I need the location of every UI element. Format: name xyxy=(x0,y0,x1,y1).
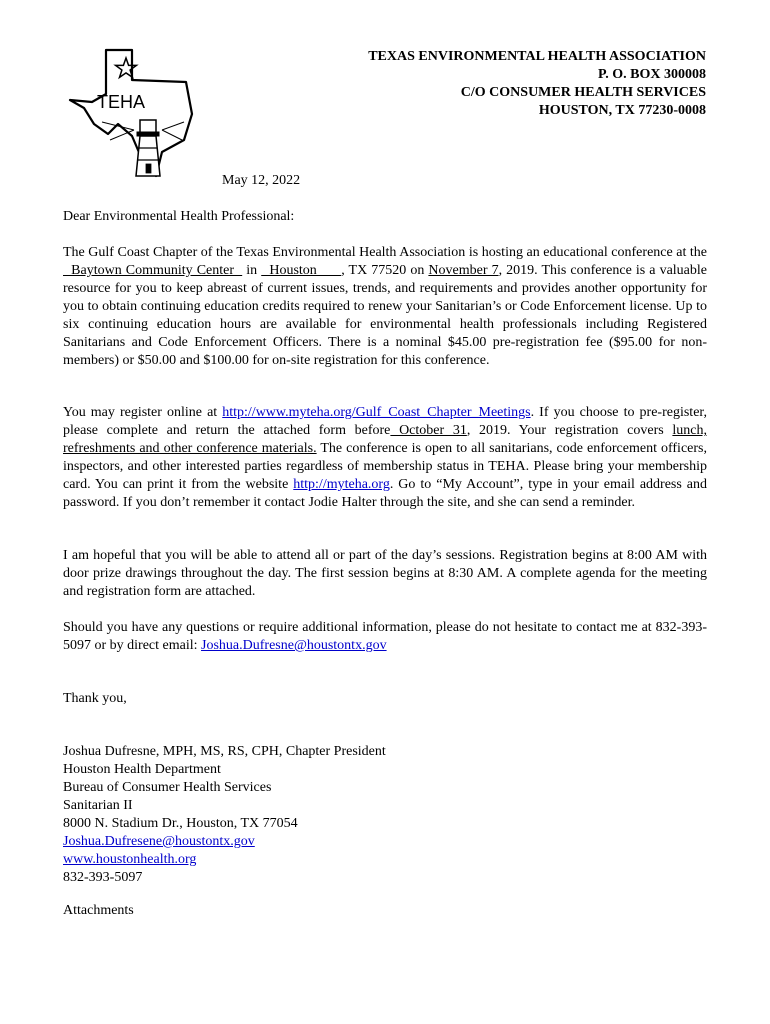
signer-title: Sanitarian II xyxy=(63,798,133,813)
p2-text-c: , 2019. Your registration covers xyxy=(466,423,673,438)
p1-text-d: , 2019. This conference is a valuable resource for you to keep abreast of current issues, trends, and requirements and provides another opportunity for you to obtain continuing education credits required to renew your Sanitarian’s or Code Enforcement license. Up to six continuing education hours are available for environmental health professionals including Registered Sanitarians and Code Enforcement Officers. There is a nominal $45.00 pre-registration fee ($95.00 for non-members) or $50.00 and $100.00 for on-site registration for this conference. xyxy=(63,263,707,368)
po-box: P. O. BOX 300008 xyxy=(598,67,706,82)
venue-city: Houston xyxy=(261,263,342,278)
teha-logo xyxy=(66,44,194,184)
salutation: Dear Environmental Health Professional: xyxy=(63,209,295,224)
care-of: C/O CONSUMER HEALTH SERVICES xyxy=(460,85,706,100)
attachments-note: Attachments xyxy=(63,903,134,918)
membership-link[interactable]: http://myteha.org xyxy=(293,477,390,492)
logo-text: TEHA xyxy=(96,92,146,112)
signer-email-link[interactable]: Joshua.Dufresene@houstontx.gov xyxy=(63,834,255,849)
org-name: TEXAS ENVIRONMENTAL HEALTH ASSOCIATION xyxy=(368,49,706,64)
paragraph-2 xyxy=(63,404,707,512)
p1-text-a: The Gulf Coast Chapter of the Texas Environmental Health Association is hosting an educational conference at the xyxy=(63,245,707,260)
letter-date: May 12, 2022 xyxy=(222,173,301,188)
signer-phone: 832-393-5097 xyxy=(63,870,143,885)
p2-text-e: . Go to “My Account”, type in your email address and password. If you don’t remember it contact Jodie Halter through the site, and she can send a reminder. xyxy=(63,477,708,510)
contact-email-link[interactable]: Joshua.Dufresne@houstontx.gov xyxy=(201,638,387,653)
closing: Thank you, xyxy=(63,691,127,706)
p1-text-b: in xyxy=(242,263,262,278)
signer-department: Houston Health Department xyxy=(63,762,221,777)
city-state-zip: HOUSTON, TX 77230-0008 xyxy=(538,103,706,118)
venue: Baytown Community Center xyxy=(63,263,243,278)
p4-text-a: Should you have any questions or require additional information, please do not hesitate to contact me at 832-393-5097 or by direct email: xyxy=(63,620,707,653)
paragraph-4 xyxy=(63,619,707,655)
registration-covers: lunch, refreshments and other conference materials. xyxy=(63,423,707,456)
signer-bureau: Bureau of Consumer Health Services xyxy=(63,780,272,795)
registration-link[interactable]: http://www.myteha.org/Gulf_Coast_Chapter_Meetings xyxy=(222,405,531,420)
website-link[interactable]: www.houstonhealth.org xyxy=(63,852,197,867)
p2-text-b: . If you choose to pre-register, please complete and return the attached form before xyxy=(63,405,708,438)
signer-name: Joshua Dufresne, MPH, MS, RS, CPH, Chapter President xyxy=(63,744,386,759)
event-date: November 7 xyxy=(428,263,499,278)
paragraph-3: I am hopeful that you will be able to attend all or part of the day’s sessions. Registration begins at 8:00 AM with door prize drawings throughout the day. The first session begins at 8:30 AM. A complete agenda for the meeting and registration form are attached. xyxy=(63,548,707,599)
return-address xyxy=(368,48,706,120)
signature-block xyxy=(63,743,707,887)
p1-text-c: , TX 77520 on xyxy=(341,263,429,278)
p2-text-d: The conference is open to all sanitarians, code enforcement officers, inspectors, and other interested parties regardless of membership status in TEHA. Please bring your membership card. You can print it from the website xyxy=(63,441,707,492)
registration-deadline: October 31 xyxy=(390,423,467,438)
paragraph-1 xyxy=(63,244,707,370)
p2-text-a: You may register online at xyxy=(63,405,223,420)
signer-address: 8000 N. Stadium Dr., Houston, TX 77054 xyxy=(63,816,298,831)
